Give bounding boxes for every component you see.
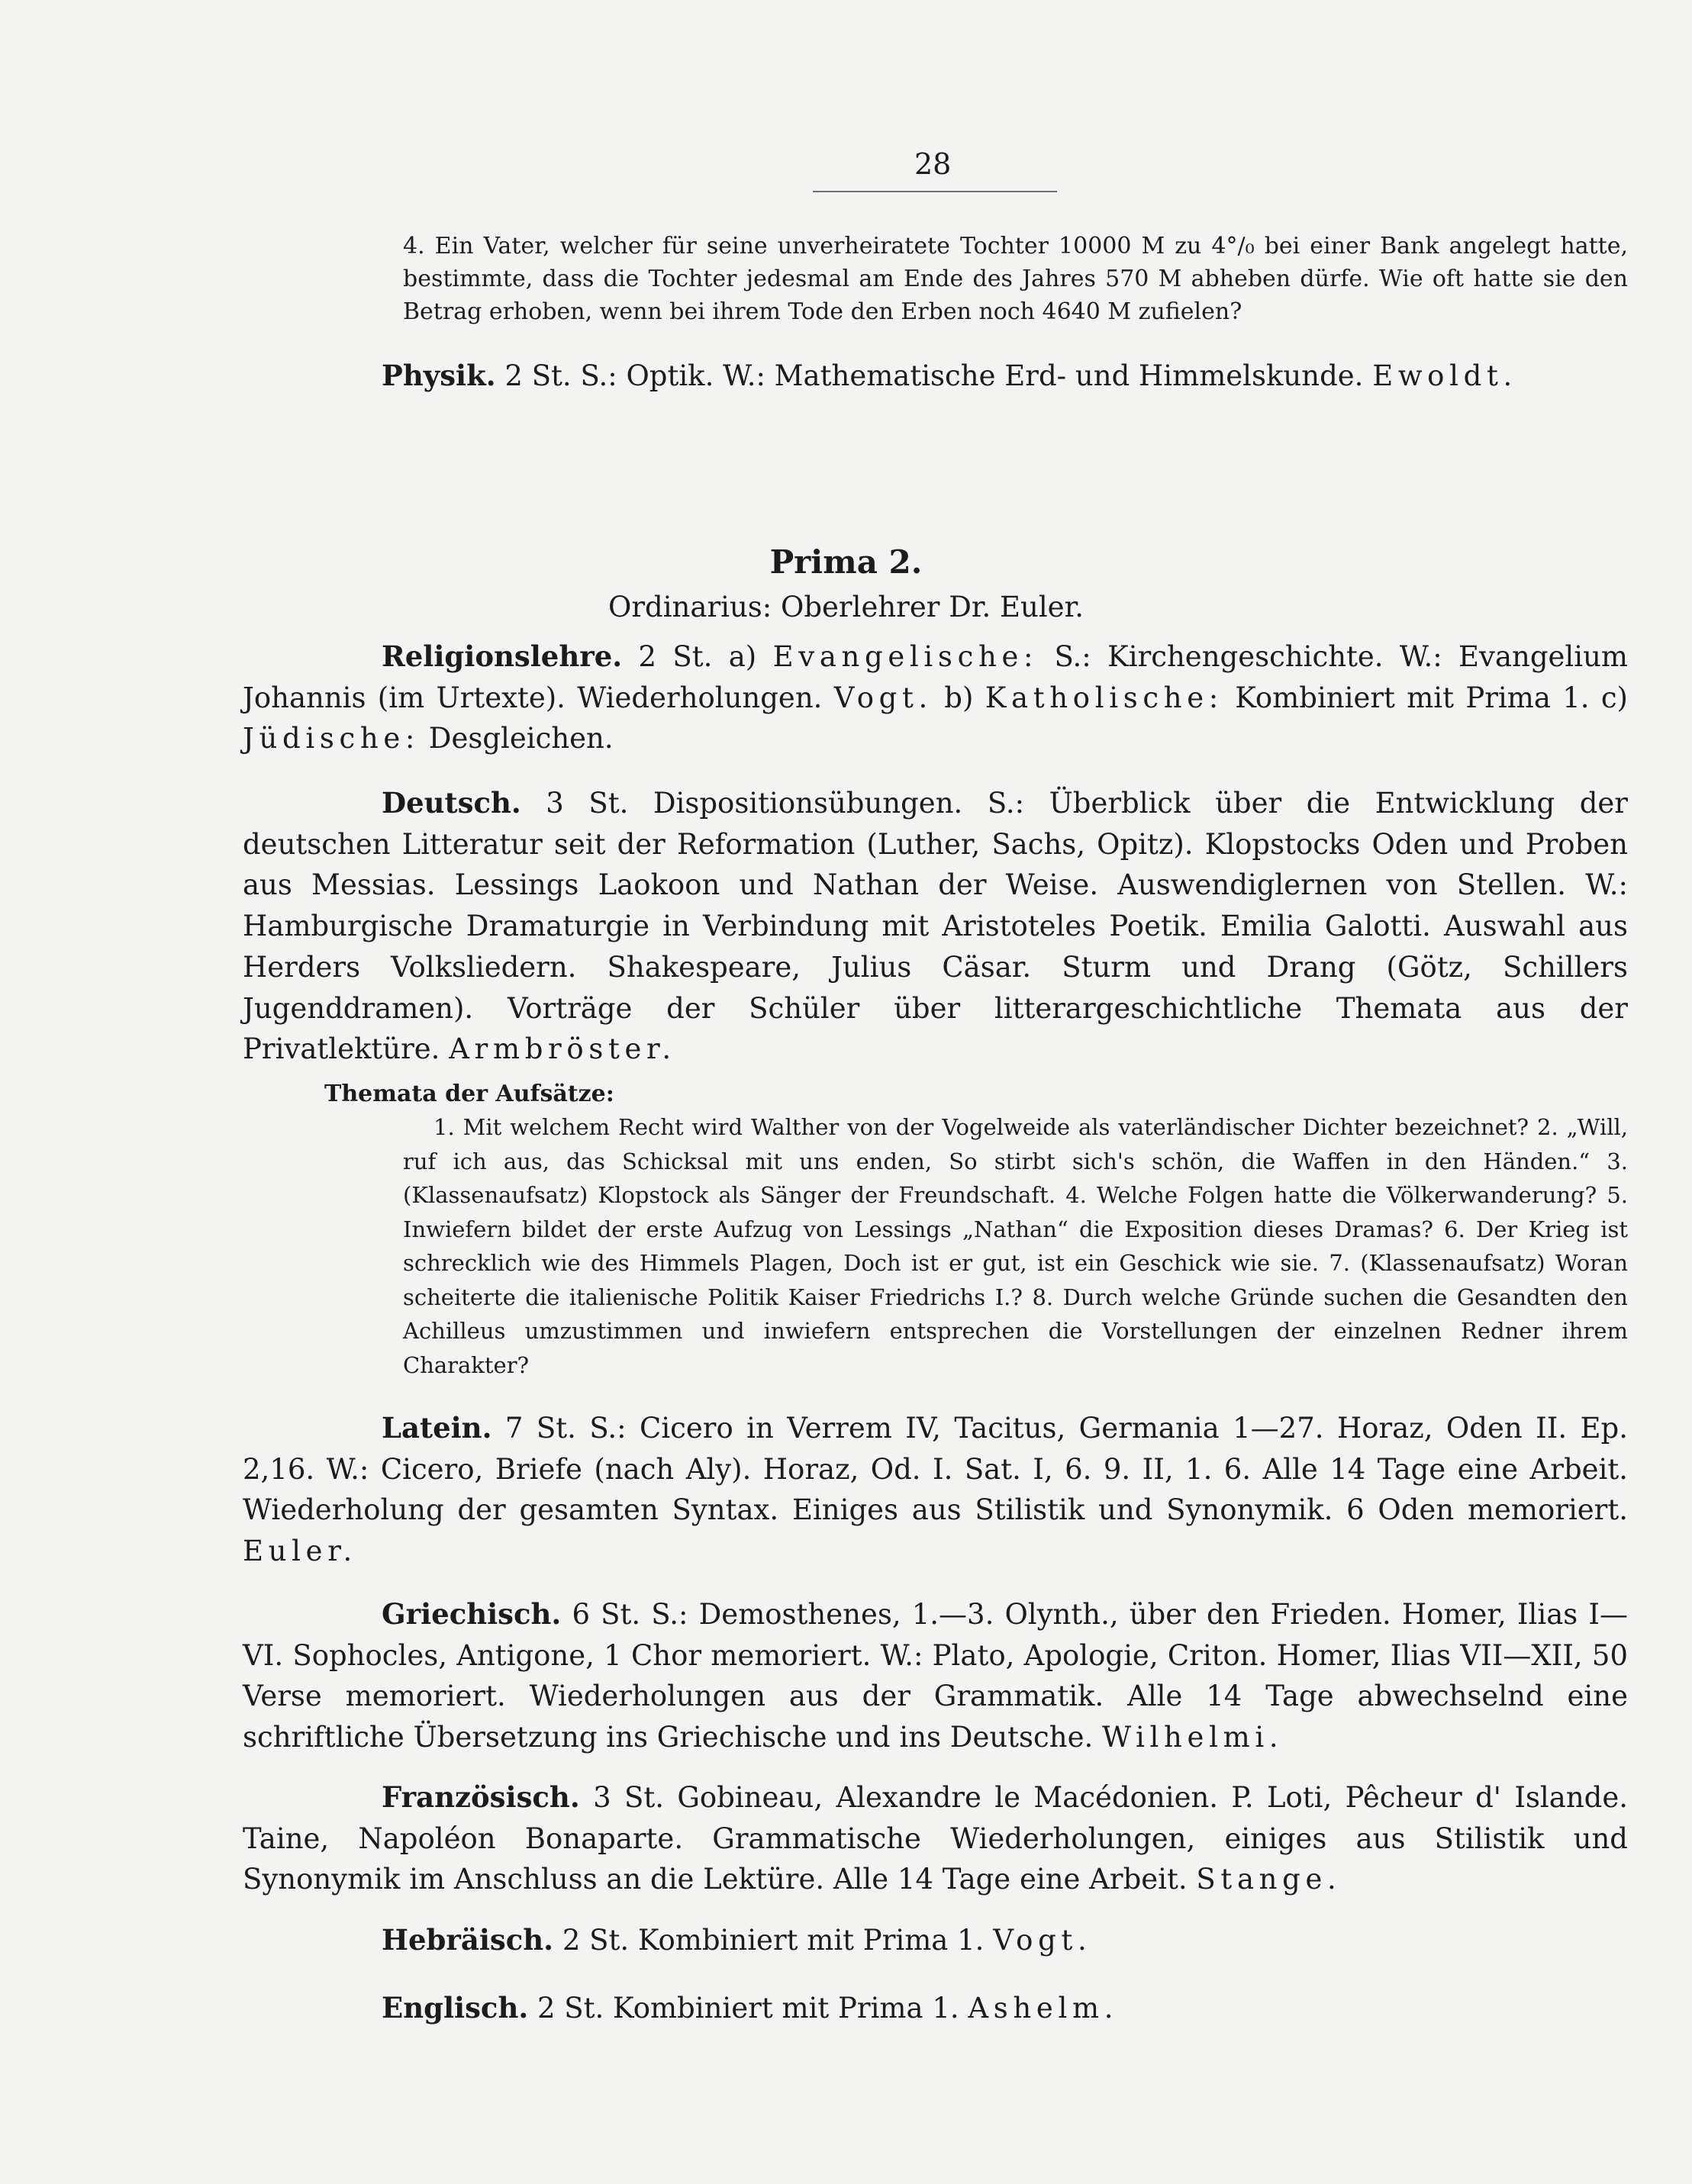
physik-teacher: Ewoldt.	[1372, 359, 1517, 392]
latein-text: 7 St. S.: Cicero in Verrem IV, Tacitus, Germania 1—27. Horaz, Oden II. Ep. 2,16. W.: Cicero, Briefe (nach Aly). Horaz, Od. I. Sat. I, 6. 9. II, 1. 6. Alle 14 Tage eine Arbeit. Wiederholung der gesamten Syntax. Einiges aus Stilistik und Synonymik. 6 Oden memoriert.	[243, 1412, 1628, 1527]
englisch-section	[243, 1988, 1628, 2029]
englisch-text: 2 St. Kombiniert mit Prima 1.	[537, 1992, 959, 2025]
physik-text: 2 St. S.: Optik. W.: Mathematische Erd- und Himmelskunde.	[504, 359, 1364, 392]
physik-subject: Physik.	[382, 359, 496, 392]
problem-4	[403, 230, 1628, 328]
themata-text: 1. Mit welchem Recht wird Walther von der Vogelweide als vaterländischer Dichter bezeichnet? 2. „Will, ruf ich aus, das Schicksal mit uns enden, So stirbt sich's schön, die Waffen in den Händen.“ 3. (Klassenaufsatz) Klopstock als Sänger der Freundschaft. 4. Welche Folgen hatte die Völkerwanderung? 5. Inwiefern bildet der erste Aufzug von Lessings „Nathan“ die Exposition dieses Dramas? 6. Der Krieg ist schrecklich wie des Himmels Plagen, Doch ist er gut, ist ein Geschick wie sie. 7. (Klassenaufsatz) Woran scheiterte die italienische Politik Kaiser Friedrichs I.? 8. Durch welche Gründe suchen die Gesandten den Achilleus umzustimmen und inwiefern entsprechen die Vorstellungen der einzelnen Redner ihrem Charakter?	[403, 1114, 1628, 1378]
themata-list	[403, 1110, 1628, 1382]
griechisch-subject: Griechisch.	[382, 1597, 562, 1631]
header-rule	[813, 191, 1057, 192]
franzoesisch-text: 3 St. Gobineau, Alexandre le Macédonien. P. Loti, Pêcheur d' Islande. Taine, Napoléon Bonaparte. Grammatische Wiederholungen, einiges aus Stilistik und Synonymik im Anschluss an die Lektüre. Alle 14 Tage eine Arbeit.	[243, 1781, 1628, 1896]
hebraeisch-text: 2 St. Kombiniert mit Prima 1.	[562, 1924, 985, 1957]
hebraeisch-section	[243, 1920, 1628, 1961]
latein-subject: Latein.	[382, 1411, 492, 1445]
hebraeisch-subject: Hebräisch.	[382, 1923, 554, 1957]
religion-teacher-1: Vogt.	[833, 681, 933, 714]
franzoesisch-section	[243, 1777, 1628, 1900]
deutsch-section	[243, 783, 1628, 1070]
problem-4-text: 4. Ein Vater, welcher für seine unverheiratete Tochter 10000 M zu 4°/₀ bei einer Bank angelegt hatte, bestimmte, dass die Tochter jedesmal am Ende des Jahres 570 M abheben dürfe. Wie oft hatte sie den Betrag erhoben, wenn bei ihrem Tode den Erben noch 4640 M zufielen?	[403, 233, 1628, 325]
religion-juedisch: Jüdische:	[243, 722, 421, 755]
hebraeisch-teacher: Vogt.	[993, 1924, 1092, 1957]
griechisch-text: 6 St. S.: Demosthenes, 1.—3. Olynth., über den Frieden. Homer, Ilias I—VI. Sophocles, Antigone, 1 Chor memoriert. W.: Plato, Apologie, Criton. Homer, Ilias VII—XII, 50 Verse memoriert. Wiederholungen aus der Grammatik. Alle 14 Tage abwechselnd eine schriftliche Übersetzung ins Griechische und ins Deutsche.	[243, 1598, 1628, 1754]
religion-katholisch: Katholische:	[985, 681, 1223, 714]
franzoesisch-teacher: Stange.	[1196, 1863, 1342, 1896]
religion-text-d: Kombiniert mit Prima 1. c)	[1235, 681, 1628, 714]
religion-text-a: 2 St. a)	[638, 640, 757, 673]
religion-text-c: b)	[944, 681, 974, 714]
englisch-teacher: Ashelm.	[968, 1992, 1119, 2025]
religion-text-e: Desgleichen.	[428, 722, 614, 755]
religion-evangelisch: Evangelische:	[772, 640, 1039, 673]
griechisch-section	[243, 1594, 1628, 1758]
deutsch-subject: Deutsch.	[382, 786, 521, 820]
latein-section	[243, 1408, 1628, 1572]
deutsch-text: 3 St. Dispositionsübungen. S.: Überblick über die Entwicklung der deutschen Litteratur seit der Reformation (Luther, Sachs, Opitz). Klopstocks Oden und Proben aus Messias. Lessings Laokoon und Nathan der Weise. Auswendiglernen von Stellen. W.: Hamburgische Dramaturgie in Verbindung mit Aristoteles Poetik. Emilia Galotti. Auswahl aus Herders Volksliedern. Shakespeare, Julius Cäsar. Sturm und Drang (Götz, Schillers Jugenddramen). Vorträge der Schüler über litterargeschichtliche Themata aus der Privatlektüre.	[243, 787, 1628, 1066]
englisch-subject: Englisch.	[382, 1991, 529, 2025]
religion-text-b: S.: Kirchengeschichte. W.: Evangelium Johannis (im Urtexte). Wiederholungen.	[243, 640, 1629, 714]
religion-subject: Religionslehre.	[382, 639, 623, 673]
griechisch-teacher: Wilhelmi.	[1102, 1721, 1284, 1754]
religion-section	[243, 636, 1628, 759]
physik-section	[382, 356, 1628, 397]
latein-teacher: Euler.	[243, 1535, 357, 1568]
prima-title: Prima 2.	[769, 543, 923, 581]
prima-ordinarius: Ordinarius: Oberlehrer Dr. Euler.	[608, 591, 1084, 623]
deutsch-teacher: Armbröster.	[449, 1032, 676, 1066]
themata-title: Themata der Aufsätze:	[324, 1081, 614, 1107]
page-number: 28	[914, 147, 952, 181]
franzoesisch-subject: Französisch.	[382, 1780, 580, 1814]
